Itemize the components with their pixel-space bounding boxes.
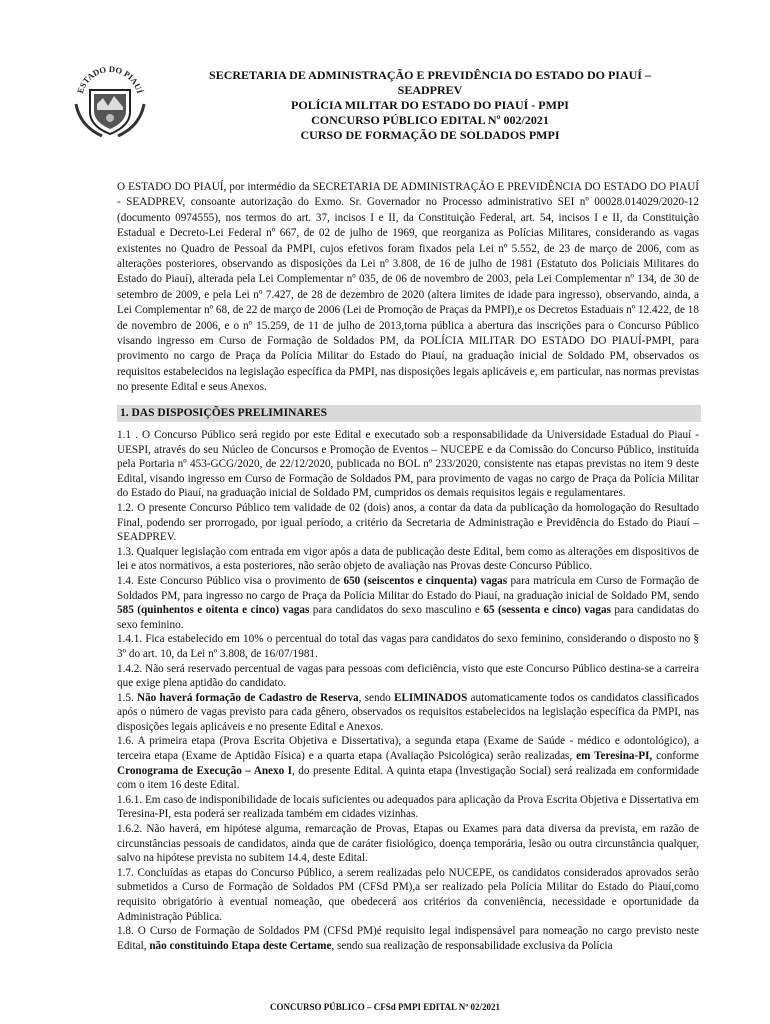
text-run: para matrícula em Curso de Formação de Soldados PM, para ingresso no cargo de Praça da Polícia Militar do Estado do Piauí, na graduação inicial de Soldado PM, sendo [117,574,699,602]
paragraph-1-6-1: 1.6.1. Em caso de indisponibilidade de locais suficientes ou adequados para aplicação da Prova Escrita Objetiva e Dissertativa em Teresina-PI, esta poderá ser realizada também em cidades vizinhas. [117,793,699,821]
text-run: automaticamente todos os candidatos classificados após o número de vagas previsto para cada gênero, observados os requisitos estabelecidos na legislação específica da PMPI, nas disposições legais aplicáveis e no presente Edital e Anexos. [117,691,700,733]
seal-text: ESTADO DO PIAUÍ [74,63,146,95]
header-line-curso: CURSO DE FORMAÇÃO DE SOLDADOS PMPI [300,128,560,142]
paragraph-1-4-2: 1.4.2. Não será reservado percentual de vagas para pessoas com deficiência, visto que este Concurso Público destina-se a carreira que exige plena aptidão do candidato. [117,662,699,690]
paragraph-1-7: 1.7. Concluídas as etapas do Concurso Público, a serem realizadas pelo NUCEPE, os candidatos considerados aprovados serão submetidos a Curso de Formação de Soldados PM (CFSd PM),a ser realizado pela Polícia Militar do Estado do Piauí,como requisito obrigatório à eventual nomeação, que obedecerá aos critérios da conveniência, necessidade e oportunidade da Administração Pública. [117,866,699,923]
state-seal-icon [70,60,150,140]
text-run: , sendo sua realização de responsabilidade exclusiva da Polícia [331,939,613,952]
text-run: 1.6. A primeira etapa (Prova Escrita Objetiva e Dissertativa), a segunda etapa (Exame de Saúde - médico e odontológico), a terceira etapa (Exame de Aptidão Física) e a quarta etapa (Avaliação Psicológica) serão realizadas, [117,735,699,763]
paragraph-1-4 [117,574,699,632]
paragraph-1-1: 1.1 . O Concurso Público será regido por este Edital e executado sob a responsabilidade da Universidade Estadual do Piauí - UESPI, através do seu Núcleo de Concursos e Promoção de Eventos – NUCEPE e da Comissão do Concurso Público, instituída pela Portaria nº 453-GCG/2020, de 22/12/2020, publicada no BOL nº 233/2020, consistente nas etapas previstas no item 9 deste Edital, visando ingresso em Curso de Formação de Soldados PM, para provimento de vagas no cargo de Praça da Polícia Militar do Estado do Piauí, na graduação inicial de Soldado PM, cumpridos os demais requisitos legais e regulamentares. [117,429,699,500]
paragraph-1-2: 1.2. O presente Concurso Público tem validade de 02 (dois) anos, a contar da data da publicação da homologação do Resultado Final, podendo ser prorrogado, por igual período, a critério da Secretaria de Administração e Previdência do Estado do Piauí – SEADPREV. [117,501,699,544]
bold-run: em Teresina-PI, [576,750,653,763]
text-run: , sendo [358,691,394,704]
section-content [117,428,699,953]
text-run: 1.5. [117,691,137,704]
paragraph-1-8 [117,924,699,953]
bold-run: não constituindo Etapa deste Certame [149,939,332,952]
header-line-secretaria: SECRETARIA DE ADMINISTRAÇÃO E PREVIDÊNCIA DO ESTADO DO PIAUÍ – [209,68,651,82]
text-run: conforme [652,750,700,763]
paragraph-1-6 [117,734,699,792]
bold-run: 65 (sessenta e cinco) vagas [483,604,611,617]
header-line-pmpi: POLÍCIA MILITAR DO ESTADO DO PIAUÍ - PMPI [291,98,569,112]
text-run: para candidatos do sexo masculino e [309,604,484,617]
bold-run: ELIMINADOS [393,691,468,704]
text-run: para candidatas do sexo feminino. [117,604,699,631]
text-run: 1.4. Este Concurso Público visa o provimento de [117,574,344,587]
text-run: , do presente Edital. A quinta etapa (Investigação Social) será realizada em conformidade com o item 16 deste Edital. [117,764,700,792]
intro-paragraph: O ESTADO DO PIAUÍ, por intermédio da SECRETARIA DE ADMINISTRAÇÃO E PREVIDÊNCIA DO ESTADO DO PIAUÍ - SEADPREV, consoante autorização do Exmo. Sr. Governador no Processo administrativo SEI nº 00028.014029/2020-12 (documento 0974555), nos termos do art. 37, incisos I e II, da Constituição Federal, art. 54, incisos I e II, da Constituição Estadual e Decreto-Lei Federal nº 667, de 02 de julho de 1969, que reorganiza as Polícias Militares, considerando as vagas existentes no Quadro de Pessoal da PMPI, cujos efetivos foram fixados pela Lei nº 5.552, de 23 de março de 2006, com as alterações posteriores, observando as disposições da Lei nº 3.808, de 16 de julho de 1981 (Estatuto dos Policiais Militares do Estado do Piauí), alterada pela Lei Complementar nº 035, de 06 de novembro de 2003, pela Lei Complementar nº 134, de 30 de setembro de 2009, e pela Lei nº 7.427, de 28 de dezembro de 2020 (altera limites de idade para ingresso), observando, ainda, a Lei Complementar nº 68, de 22 de março de 2006 (Lei de Promoção de Praças da PMPI),e os Decretos Estaduais nº 12.422, de 18 de novembro de 2006, e o nº 15.259, de 11 de julho de 2013,torna pública a abertura das inscrições para o Concurso Público visando ingresso em Curso de Formação de Soldados PM, da POLÍCIA MILITAR DO ESTADO DO PIAUÍ-PMPI, para provimento no cargo de Praça da Polícia Militar do Estado do Piauí, na graduação inicial de Soldado PM, observados os requisitos estabelecidos na legislação específica da PMPI, nas disposições legais aplicáveis e, em particular, nas normas previstas no presente Edital e seus Anexos. [117,181,699,394]
page-footer: CONCURSO PÚBLICO – CFSd PMPI EDITAL Nº 02/2021 [269,1002,501,1012]
paragraph-1-5 [117,691,699,735]
section-title-disposicoes: 1. DAS DISPOSIÇÕES PRELIMINARES [117,405,701,422]
bold-run: 650 (seiscentos e cinquenta) vagas [343,574,508,587]
paragraph-1-6-2: 1.6.2. Não haverá, em hipótese alguma, remarcação de Provas, Etapas ou Exames para data diversa da prevista, em razão de circunstâncias pessoais de candidatos, ainda que de caráter fisiológico, doença temporária, lesão ou outra circunstância qualquer, salvo na hipótese prevista no subitem 14.4, deste Edital. [117,823,699,865]
bold-run: Cronograma de Execução – Anexo I [117,764,293,777]
document-header [70,58,710,158]
header-titles [150,68,710,143]
bold-run: 585 (quinhentos e oitenta e cinco) vagas [117,604,310,617]
paragraph-1-4-1: 1.4.1. Fica estabelecido em 10% o percentual do total das vagas para candidatos do sexo feminino, considerando o disposto no § 3º do art. 10, da Lei nº 3.808, de 16/07/1981. [117,633,699,660]
header-line-seadprev: SEADPREV [397,83,463,97]
text-run: 1.8. O Curso de Formação de Soldados PM (CFSd PM)é requisito legal indispensável para nomeação no cargo previsto neste Edital, [117,925,699,952]
bold-run: Não haverá formação de Cadastro de Reserva [137,691,359,704]
paragraph-1-3: 1.3. Qualquer legislação com entrada em vigor após a data de publicação deste Edital, bem como as alterações em dispositivos de lei e atos normativos, a esta posteriores, não serão objeto de avaliação nas Provas deste Concurso Público. [117,545,699,573]
header-line-edital: CONCURSO PÚBLICO EDITAL Nº 002/2021 [311,113,549,127]
